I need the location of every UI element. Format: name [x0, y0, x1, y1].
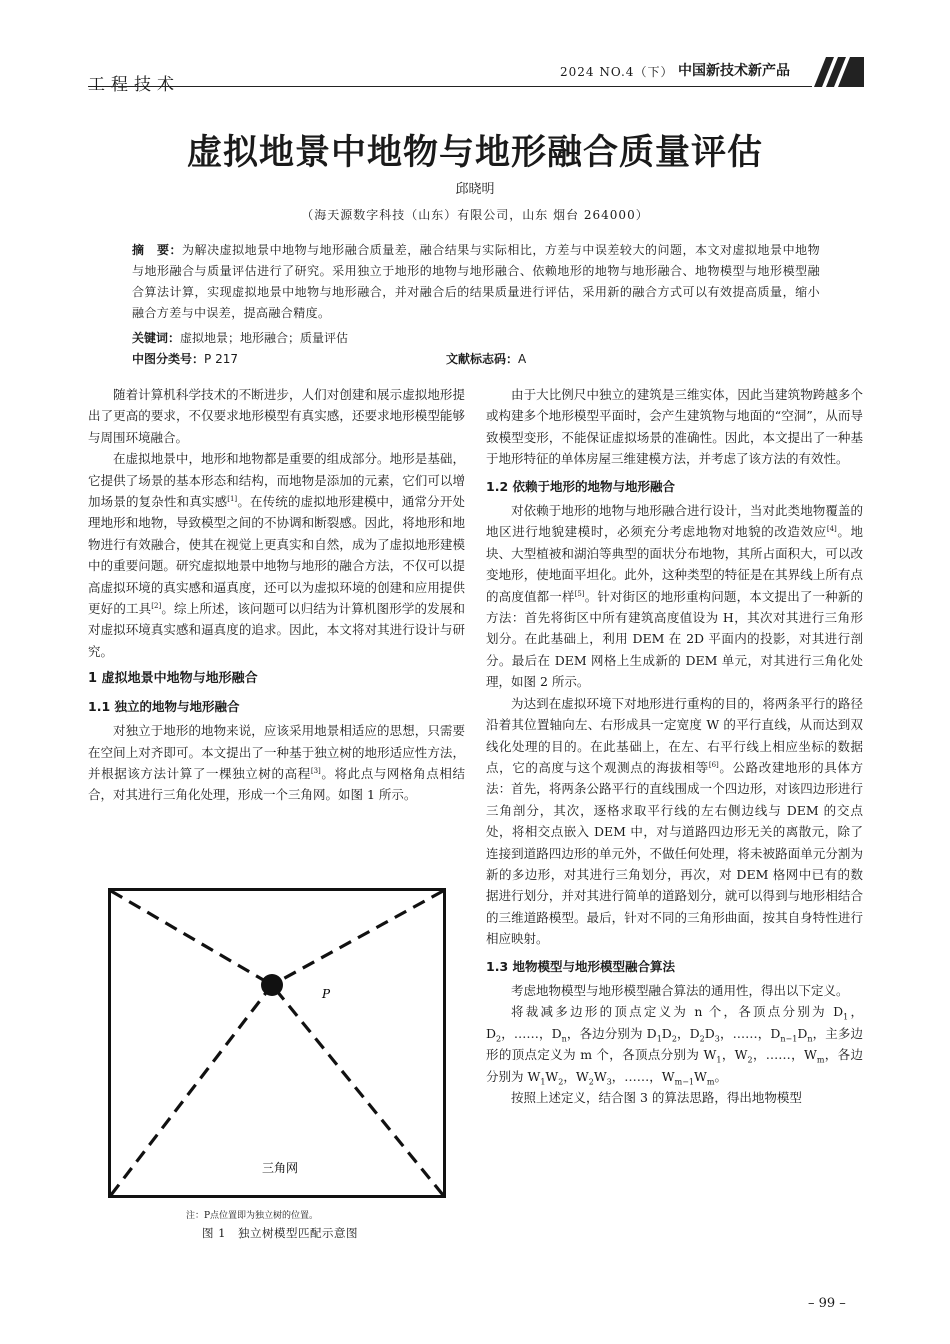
- journal-stripes-icon: [814, 57, 864, 87]
- intro-paragraph-1: 随着计算机科学技术的不断进步，人们对创建和展示虚拟地形提出了更高的要求，不仅要求地形模型有真实感，还要求地形模型能够与周围环境融合。: [88, 387, 465, 445]
- section-1-3-definitions: 将裁减多边形的顶点定义为 n 个，各顶点分别为 $D_1$，$D_2$，……，$D_n$，各边分别为 $D_1D_2$，$D_2D_3$，……，$D_{n-1}D_n$，主多边形的顶点定义为 m 个，各顶点分别为 $W_1$，$W_2$，……，$W_m$，各边分别为 $W_1W_2$，$W_2W_3$，……，$W_{m-1}W_m$。: [486, 1004, 863, 1087]
- paper-title: 虚拟地景中地物与地形融合质量评估: [186, 132, 763, 173]
- page-number: – 99 –: [808, 1296, 846, 1311]
- clc-label: 中图分类号：: [132, 352, 205, 366]
- section-1-2-paragraph-2: 为达到在虚拟环境下对地形进行重构的目的，将两条平行的路径沿着其位置轴向左、右形成具一定宽度 W 的平行直线，从而达到双线化处理的目的。在此基础上，在左、右平行线上相应坐标的数据点，它的高度与这个观测点的海拔相等[6]。公路改建地形的具体方法：首先，将两条公路平行的直线围成一个四边形，对该四边形进行三角剖分，其次，逐格求取平行线的左右侧边线与 DEM 的交点处，将相交点嵌入 DEM 中，对与道路四边形无关的离散元，除了连接到道路四边形的单元外，不做任何处理，将未被路面单元分割为新的多边形，对其进行三角划分，再次，对 DEM 格网中已有的数据进行划分，并对其进行简单的道路划分，就可以得到与地形相结合的三维道路模型。最后，针对不同的三角形曲面，按其自身特性进行相应映射。: [486, 695, 863, 947]
- section-1-3-paragraph-3: 按照上述定义，结合图 3 的算法思路，得出地物模型: [511, 1090, 802, 1105]
- citation-ref: [3]: [310, 766, 321, 775]
- abstract-text: 为解决虚拟地景中地物与地形融合质量差，融合结果与实际相比，方差与中误差较大的问题，本文对虚拟地景中地物与地形融合与质量评估进行了研究。采用独立于地形的地物与地形融合、依赖地形的地物与地形融合、地物模型与地形模型融合算法计算，实现虚拟地景中地物与地形融合，并对融合后的结果质量进行评估，采用新的融合方式可以有效提高质量，缩小融合方差与中误差，提高融合精度。: [132, 243, 820, 320]
- affiliation: （海天源数字科技（山东）有限公司，山东 烟台 264000）: [301, 208, 649, 222]
- intro-paragraph-2: 在虚拟地景中，地形和地物都是重要的组成部分。地形是基础，它提供了场景的基本形态和结构，而地物是添加的元素，它们可以增加场景的复杂性和真实感[1]。在传统的虚拟地形建模中，通常分开处理地形和地物，导致模型之间的不协调和断裂感。因此，将地形和地物进行有效融合，使其在视觉上更真实和自然，成为了虚拟地形建模中的重要问题。研究虚拟地景中地物与地形的融合方法，不仅可以提高虚拟环境的真实感和逼真度，还可以为虚拟环境的创建和应用提供更好的工具[2]。综上所述，该问题可以归结为计算机图形学的发展和对虚拟环境真实感和逼真度的追求。因此，本文将对其进行设计与研究。: [88, 451, 465, 659]
- keywords-text: 虚拟地景；地形融合；质量评估: [180, 331, 349, 345]
- citation-ref: [4]: [826, 525, 837, 534]
- document-code: [446, 349, 526, 369]
- section-1-1-paragraph: 对独立于地形的地物来说，应该采用地景相适应的思想，只需要在空间上对齐即可。本文提出了一种基于独立树的地形适应性方法，并根据该方法计算了一棵独立树的高程[3]。将此点与网格角点相结合，对其进行三角化处理，形成一个三角网。如图 1 所示。: [88, 723, 465, 803]
- figure-frame: [110, 890, 445, 1197]
- section-1-2-paragraph-1: 对依赖于地形的地物与地形融合进行设计，当对此类地物覆盖的地区进行地貌建模时，必须充分考虑地物对地貌的改造效应[4]。地块、大型植被和湖泊等典型的面状分布地物，其所占面积大，可以改变地形，使地面平坦化。此外，这种类型的特征是在其界线上所有点的高度值都一样[5]。针对街区的地形重构问题，本文提出了一种新的方法：首先将街区中所有建筑高度值设为 H，其次对其进行三角形划分。在此基础上，利用 DEM 在 2D 平面内的投影，对其进行剖分。最后在 DEM 网格上生成新的 DEM 单元，对其进行三角化处理，如图 2 所示。: [486, 503, 863, 690]
- section-heading-1-3: 1.3 地物模型与地形模型融合算法: [486, 958, 675, 974]
- mesh-edge-bottom-left: [111, 985, 272, 1195]
- building-paragraph: 由于大比例尺中独立的建筑是三维实体，因此当建筑物跨越多个或构建多个地形模型平面时，会产生建筑物与地面的“空洞”，从而导致模型变形，不能保证虚拟场景的准确性。因此，本文提出了一种基于地形特征的单体房屋三维建模方法，并考虑了该方法的有效性。: [486, 387, 863, 467]
- citation-ref: [1]: [227, 494, 238, 503]
- mesh-label: 三角网: [262, 1161, 299, 1175]
- section-1-3-paragraph-1: 考虑地物模型与地形模型融合算法的通用性，得出以下定义。: [511, 982, 849, 998]
- figure-1-note: 注：P点位置即为独立树的位置。: [186, 1211, 319, 1221]
- clc-value: P 217: [204, 352, 238, 366]
- figure-1-caption: 图 1 独立树模型匹配示意图: [202, 1226, 358, 1240]
- journal-name: 中国新技术新产品: [678, 63, 790, 79]
- mesh-edge-top-left: [111, 891, 272, 985]
- citation-ref: [5]: [574, 589, 585, 598]
- abstract: [132, 240, 820, 324]
- citation-ref: [2]: [151, 601, 162, 610]
- figure-1-diagram: [108, 888, 446, 1198]
- abstract-label: 摘 要：: [132, 243, 183, 257]
- doc-label: 文献标志码：: [446, 352, 519, 366]
- header-rule: [88, 86, 812, 87]
- keywords: [132, 328, 820, 348]
- issue-label: 2024 NO.4（下）: [560, 65, 674, 79]
- doc-value: A: [518, 352, 527, 366]
- clc-code: [132, 349, 238, 369]
- author-name: 邱晓明: [455, 182, 495, 197]
- right-column: [486, 384, 863, 1108]
- section-heading-1-2: 1.2 依赖于地形的地物与地形融合: [486, 478, 675, 494]
- mesh-edge-top-right: [272, 891, 443, 985]
- keywords-label: 关键词：: [132, 331, 181, 345]
- section-label: 工程技术: [88, 75, 180, 95]
- tree-point-marker: [261, 974, 283, 996]
- citation-ref: [6]: [708, 760, 719, 769]
- section-heading-1: 1 虚拟地景中地物与地形融合: [88, 671, 258, 687]
- left-column: [88, 384, 465, 806]
- section-heading-1-1: 1.1 独立的地物与地形融合: [88, 698, 240, 714]
- point-p-label: P: [322, 987, 331, 1001]
